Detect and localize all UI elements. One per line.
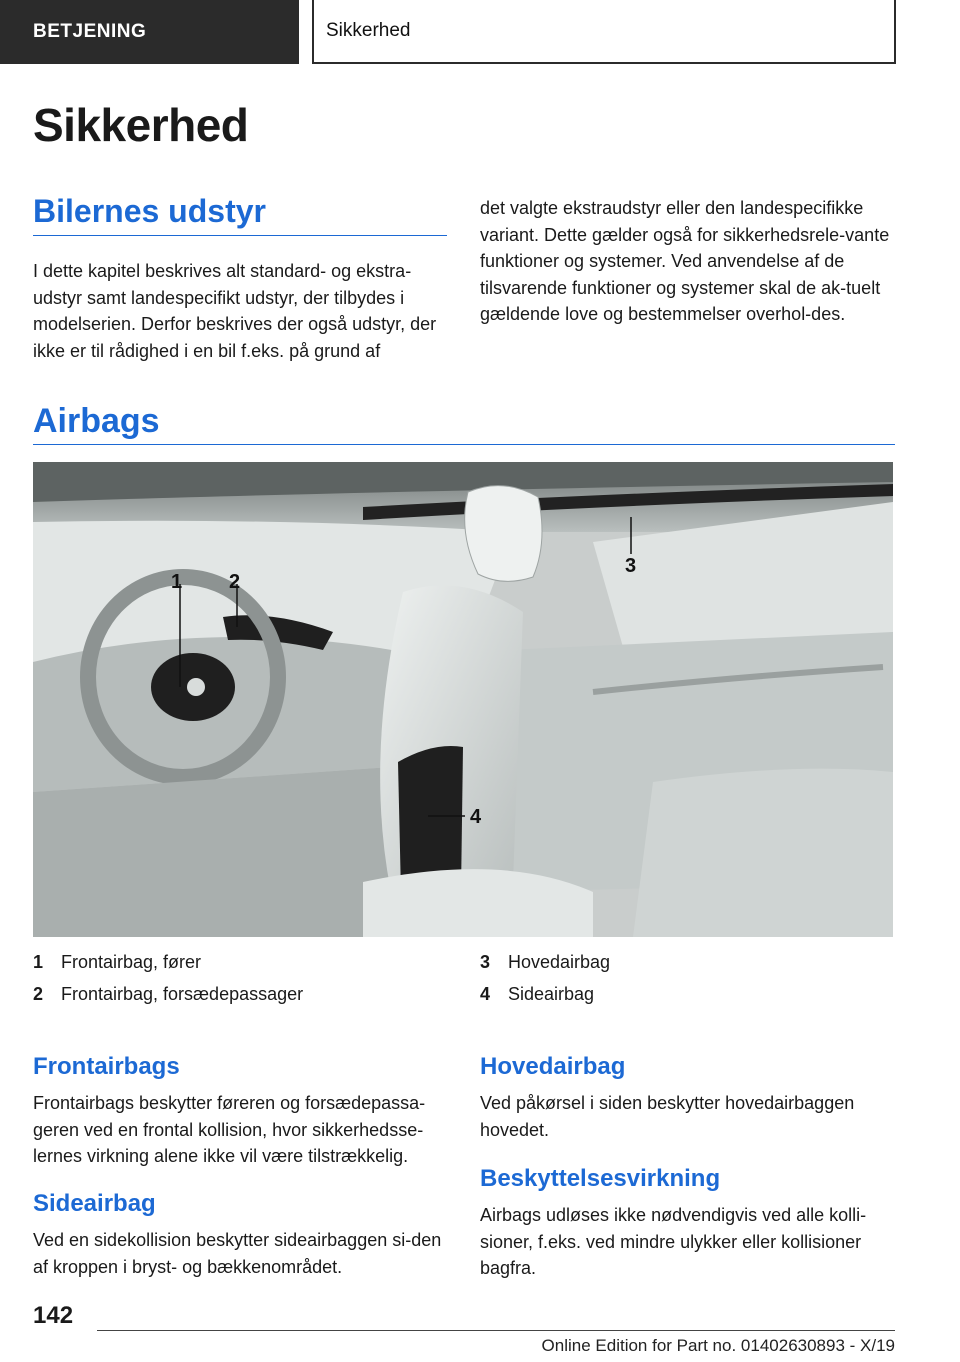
legend-number: 4 bbox=[480, 984, 491, 1004]
airbag-illustration bbox=[33, 462, 893, 937]
header-section-tab bbox=[0, 0, 299, 64]
legend-label: Hovedairbag bbox=[508, 952, 611, 972]
footer-edition: Online Edition for Part no. 01402630893 - X/19 bbox=[541, 1336, 895, 1355]
legend-number: 1 bbox=[33, 952, 44, 972]
heading-hovedairbag: Hovedairbag bbox=[480, 1053, 626, 1080]
callout-1: 1 bbox=[171, 571, 183, 593]
legend-label: Sideairbag bbox=[508, 984, 595, 1004]
legend-item bbox=[480, 952, 610, 973]
heading-sideairbag: Sideairbag bbox=[33, 1190, 156, 1217]
header-chapter-tab bbox=[312, 0, 896, 64]
heading-bilernes-udstyr: Bilernes udstyr bbox=[33, 193, 266, 229]
paragraph-bilernes-col2: det valgte ekstraudstyr eller den landespecifikke variant. Dette gælder også for sikkerhedsrele-vante funktioner og systemer. Ved anvendelse af de tilsvarende funktioner og systemer skal de ak-tuelt gældende love og bestemmelser overhol-des. bbox=[480, 198, 890, 324]
callout-2: 2 bbox=[229, 571, 241, 593]
legend-label: Frontairbag, fører bbox=[61, 952, 202, 972]
heading-beskyttelsesvirkning: Beskyttelsesvirkning bbox=[480, 1165, 721, 1192]
paragraph-hovedairbag: Ved påkørsel i siden beskytter hovedairbaggen hovedet. bbox=[480, 1093, 855, 1140]
page-number: 142 bbox=[33, 1302, 74, 1329]
callout-3: 3 bbox=[625, 555, 637, 577]
page-title: Sikkerhed bbox=[33, 99, 249, 151]
footer-rule bbox=[97, 1330, 895, 1331]
legend-number: 2 bbox=[33, 984, 44, 1004]
legend-number: 3 bbox=[480, 952, 491, 972]
heading-rule bbox=[33, 444, 895, 445]
legend-item bbox=[480, 984, 594, 1005]
heading-airbags: Airbags bbox=[33, 402, 160, 440]
header-chapter-label: Sikkerhed bbox=[326, 20, 411, 41]
legend-label: Frontairbag, forsædepassager bbox=[61, 984, 304, 1004]
car-interior-drawing bbox=[33, 462, 893, 937]
header-section-label: BETJENING bbox=[33, 21, 147, 42]
legend-item bbox=[33, 984, 303, 1005]
paragraph-beskyttelsesvirkning: Airbags udløses ikke nødvendigvis ved alle kolli-sioner, f.eks. ved mindre ulykker eller kollisioner bagfra. bbox=[480, 1205, 867, 1278]
paragraph-bilernes-col1: I dette kapitel beskrives alt standard- og ekstra-udstyr samt landespecifikt udstyr, der tilbydes i modelserien. Derfor beskrives der også udstyr, der ikke er til rådighed i en bil f.eks. på grund af bbox=[33, 261, 437, 361]
heading-frontairbags: Frontairbags bbox=[33, 1053, 180, 1080]
legend-item bbox=[33, 952, 201, 973]
paragraph-frontairbags: Frontairbags beskytter føreren og forsædepassa-geren ved en frontal kollision, hvor sikkerhedsse-lernes virkning alene ikke vil være tilstrækkelig. bbox=[33, 1093, 426, 1166]
heading-rule bbox=[33, 235, 447, 236]
paragraph-sideairbag: Ved en sidekollision beskytter sideairbaggen si-den af kroppen i bryst- og bækkenområdet. bbox=[33, 1230, 442, 1277]
callout-4: 4 bbox=[470, 806, 482, 828]
